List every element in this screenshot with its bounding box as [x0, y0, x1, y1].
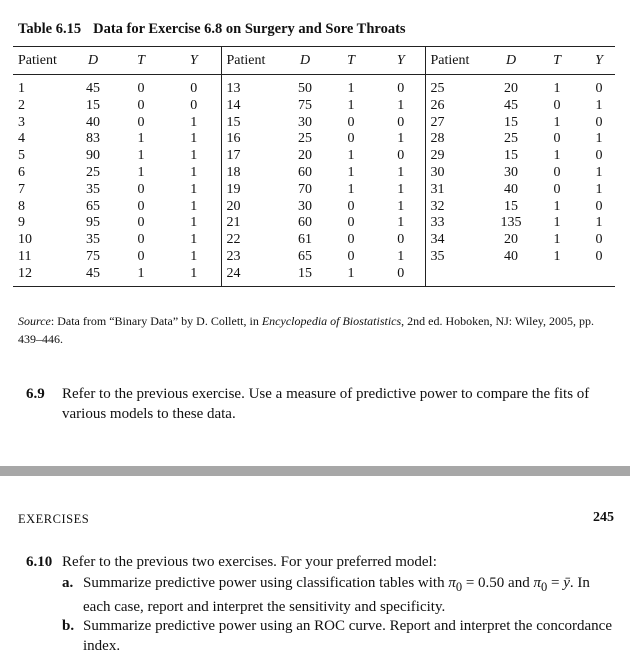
item-text: Summarize predictive power using classification tables with $\pi_0 = 0.50$ and $\pi_0$ = ȳ. In each case, report and interpret the sensitivity and specificity.	[83, 575, 590, 615]
table-cell: 0	[190, 81, 198, 96]
table-cell: 15	[504, 148, 518, 164]
table-cell: 34	[425, 232, 491, 249]
table-cell: 21	[221, 215, 285, 232]
table-header-row	[13, 47, 615, 75]
table-cell: 26	[425, 98, 491, 115]
table-cell: 1	[553, 248, 561, 264]
table-cell: 0	[377, 266, 425, 286]
table-cell: 15	[504, 114, 518, 130]
table-row	[13, 182, 615, 199]
exercise-6-9	[26, 384, 614, 424]
table-cell: 1	[553, 81, 561, 96]
table-cell: 75	[298, 97, 312, 113]
table-cell	[491, 266, 531, 286]
table-cell: 0	[137, 215, 145, 231]
table-cell: 95	[86, 215, 100, 231]
table-cell: 1	[137, 164, 145, 180]
table-cell: 1	[190, 215, 198, 231]
table-cell: 35	[86, 232, 100, 248]
table-cell: 16	[221, 131, 285, 148]
table-cell: 1	[167, 266, 221, 286]
table-cell: 0	[347, 248, 355, 264]
table-cell: 1	[397, 97, 405, 113]
table-cell: 4	[18, 131, 25, 147]
table-cell: 1	[397, 164, 405, 180]
table-cell: 31	[425, 182, 491, 199]
table-cell: 0	[397, 148, 405, 164]
table-cell: 15	[221, 115, 285, 132]
column-header-d: D	[71, 47, 115, 75]
table-title: Data for Exercise 6.8 on Surgery and Sore Throats	[93, 21, 406, 37]
table-cell: 1	[595, 164, 603, 180]
table-row	[13, 98, 615, 115]
table-cell: 0	[190, 97, 198, 113]
table-cell: 0	[137, 114, 145, 130]
table-cell: 24	[221, 266, 285, 286]
table-cell: 1	[190, 114, 198, 130]
table-cell: 0	[595, 232, 603, 248]
column-header-d: D	[285, 47, 325, 75]
table-cell: 1	[190, 181, 198, 197]
table-cell: 0	[137, 97, 145, 113]
table-cell: 15	[285, 266, 325, 286]
table-row	[13, 199, 615, 216]
table-cell: 0	[137, 81, 145, 96]
table-cell: 28	[425, 131, 491, 148]
table-cell: 1	[595, 97, 603, 113]
table-cell: 12	[13, 266, 71, 286]
table-cell: 45	[71, 266, 115, 286]
table-cell: 1	[137, 148, 145, 164]
table-cell: 60	[298, 215, 312, 231]
table-row	[13, 232, 615, 249]
table-cell: 45	[504, 97, 518, 113]
table-cell: 5	[18, 148, 25, 164]
table-cell: 70	[298, 181, 312, 197]
table-cell: 22	[221, 232, 285, 249]
table-cell: 1	[137, 131, 145, 147]
exercise-number: 6.9	[26, 386, 45, 402]
table-cell: 0	[347, 114, 355, 130]
table-cell: 1	[190, 148, 198, 164]
table-cell: 0	[553, 97, 561, 113]
table-cell: 15	[504, 198, 518, 214]
table-row	[13, 75, 615, 98]
data-table	[13, 46, 615, 287]
table-cell: 1	[190, 232, 198, 248]
table-cell: 0	[137, 198, 145, 214]
table-cell: 8	[18, 198, 25, 214]
table-caption	[18, 21, 406, 38]
table-cell: 30	[298, 198, 312, 214]
table-cell: 1	[553, 198, 561, 214]
table-cell: 50	[298, 81, 312, 96]
table-cell: 0	[137, 181, 145, 197]
table-cell: 1	[347, 164, 355, 180]
column-header-y: Y	[167, 47, 221, 75]
table-cell: 1	[190, 164, 198, 180]
table-cell: 25	[504, 131, 518, 147]
column-header-y: Y	[583, 47, 615, 75]
table-row	[13, 215, 615, 232]
table-cell: 30	[298, 114, 312, 130]
table-cell: 40	[504, 181, 518, 197]
table-cell: 6	[18, 164, 25, 180]
exercise-item-b	[62, 616, 614, 656]
table-cell: 1	[190, 131, 198, 147]
table-row	[13, 148, 615, 165]
table-cell: 25	[425, 75, 491, 98]
table-cell: 33	[425, 215, 491, 232]
table-cell: 0	[595, 114, 603, 130]
table-cell: 20	[298, 148, 312, 164]
page-number: 245	[593, 510, 614, 525]
table-cell: 1	[595, 131, 603, 147]
table-cell: 0	[595, 148, 603, 164]
table-cell: 1	[553, 232, 561, 248]
table-cell: 135	[500, 215, 522, 231]
table-cell: 0	[347, 131, 355, 147]
column-header-t: T	[115, 47, 167, 75]
table-row	[13, 249, 615, 266]
table-cell: 0	[347, 232, 355, 248]
table-cell: 13	[221, 75, 285, 98]
table-cell: 11	[18, 248, 32, 264]
column-header-t: T	[531, 47, 583, 75]
table-cell: 20	[504, 232, 518, 248]
source-label: Source	[18, 314, 51, 328]
exercise-number: 6.10	[26, 554, 53, 570]
item-label: b.	[62, 618, 75, 634]
table-cell: 19	[221, 182, 285, 199]
table-cell: 29	[425, 148, 491, 165]
table-label: Table 6.15	[18, 21, 82, 37]
column-header-patient: Patient	[221, 47, 285, 75]
table-cell: 17	[221, 148, 285, 165]
table-cell: 0	[347, 215, 355, 231]
table-cell: 1	[397, 215, 405, 231]
table-cell: 0	[553, 164, 561, 180]
table-cell: 0	[397, 114, 405, 130]
table-row	[13, 266, 615, 286]
table-cell: 1	[397, 198, 405, 214]
table-cell: 30	[425, 165, 491, 182]
exercise-text: Refer to the previous two exercises. For your preferred model:	[62, 554, 437, 570]
table-cell: 7	[18, 181, 25, 197]
table-cell: 83	[86, 131, 100, 147]
table-cell: 30	[504, 164, 518, 180]
table-cell: 18	[221, 165, 285, 182]
table-cell: 1	[347, 181, 355, 197]
table-cell: 25	[86, 164, 100, 180]
table-cell: 2	[18, 97, 25, 113]
exercise-6-10	[26, 552, 614, 572]
exercise-text: Refer to the previous exercise. Use a measure of predictive power to compare the fits of various models to these data.	[62, 386, 590, 422]
table-cell: 20	[504, 81, 518, 96]
table-cell: 0	[137, 232, 145, 248]
table-cell: 35	[86, 181, 100, 197]
table-cell: 0	[595, 198, 603, 214]
source-suffix: , 2nd ed. Hoboken, NJ: Wiley, 2005, pp. 439–446.	[18, 314, 594, 346]
column-header-patient: Patient	[13, 47, 71, 75]
table-cell: 65	[298, 248, 312, 264]
table-cell: 0	[397, 81, 405, 96]
table-cell: 0	[347, 198, 355, 214]
table-cell: 1	[595, 181, 603, 197]
table-cell: 75	[86, 248, 100, 264]
table-cell: 1	[397, 181, 405, 197]
table-cell: 27	[425, 115, 491, 132]
table-cell	[531, 266, 583, 286]
table-cell: 1	[595, 215, 603, 231]
table-cell: 0	[595, 248, 603, 264]
table-cell	[583, 266, 615, 286]
table-cell: 3	[18, 114, 25, 130]
table-cell: 1	[347, 148, 355, 164]
table-cell: 40	[504, 248, 518, 264]
table-cell: 1	[115, 266, 167, 286]
table-cell: 65	[86, 198, 100, 214]
table-cell: 1	[553, 215, 561, 231]
table-cell: 90	[86, 148, 100, 164]
table-cell: 1	[553, 114, 561, 130]
table-cell: 0	[397, 232, 405, 248]
table-cell: 1	[325, 266, 377, 286]
column-header-y: Y	[377, 47, 425, 75]
exercise-item-a	[62, 573, 614, 617]
table-cell: 1	[190, 198, 198, 214]
table-cell: 32	[425, 199, 491, 216]
column-header-patient: Patient	[425, 47, 491, 75]
column-header-t: T	[325, 47, 377, 75]
running-head: EXERCISES	[18, 512, 90, 526]
table-cell: 0	[595, 81, 603, 96]
table-cell: 1	[18, 81, 25, 96]
table-cell: 1	[553, 148, 561, 164]
source-prefix: : Data from “Binary Data” by D. Collett, in	[50, 314, 262, 328]
table-cell: 1	[347, 81, 355, 96]
table-cell: 1	[190, 248, 198, 264]
table-cell: 45	[86, 81, 100, 96]
table-cell: 61	[298, 232, 312, 248]
table-cell: 15	[86, 97, 100, 113]
table-cell: 25	[298, 131, 312, 147]
table-cell: 20	[221, 199, 285, 216]
table-cell: 10	[18, 232, 32, 248]
item-text: Summarize predictive power using an ROC curve. Report and interpret the concordance index.	[83, 618, 612, 654]
table-cell: 35	[425, 249, 491, 266]
table-cell: 14	[221, 98, 285, 115]
table-row	[13, 165, 615, 182]
table-cell: 60	[298, 164, 312, 180]
table-cell: 0	[137, 248, 145, 264]
table-row	[13, 115, 615, 132]
table-row	[13, 131, 615, 148]
table-cell: 40	[86, 114, 100, 130]
table-cell: 23	[221, 249, 285, 266]
table-source-note	[18, 312, 614, 348]
table-cell	[425, 266, 491, 286]
table-cell: 1	[397, 248, 405, 264]
source-book-title: Encyclopedia of Biostatistics	[261, 314, 402, 328]
column-header-d: D	[491, 47, 531, 75]
table-cell: 0	[553, 181, 561, 197]
page-break-divider	[0, 466, 630, 476]
table-cell: 0	[553, 131, 561, 147]
table-cell: 9	[18, 215, 25, 231]
table-cell: 1	[347, 97, 355, 113]
table-cell: 1	[397, 131, 405, 147]
item-label: a.	[62, 575, 74, 591]
